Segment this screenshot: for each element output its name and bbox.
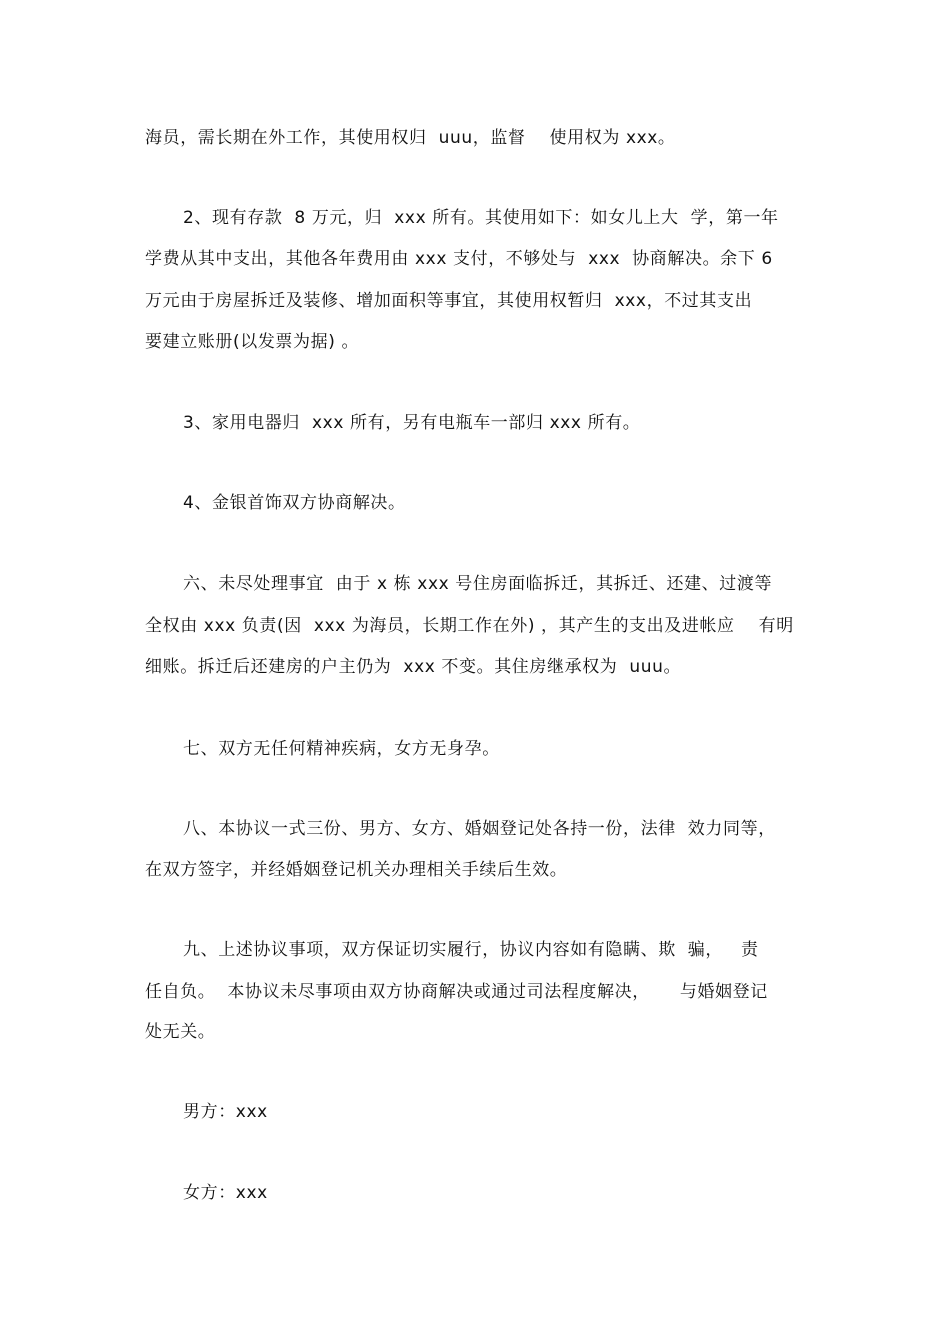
text-line: 处无关。 bbox=[145, 1022, 216, 1042]
text-line: 学费从其中支出，其他各年费用由 xxx 支付，不够处与 xxx 协商解决。余下 6 bbox=[145, 249, 773, 269]
text-line: 4、金银首饰双方协商解决。 bbox=[183, 493, 406, 513]
text-line: 3、家用电器归 xxx 所有，另有电瓶车一部归 xxx 所有。 bbox=[183, 413, 641, 433]
text-line: 六、未尽处理事宜 由于 x 栋 xxx 号住房面临拆迁，其拆迁、还建、过渡等 bbox=[183, 574, 773, 594]
text-line: 七、双方无任何精神疾病，女方无身孕。 bbox=[183, 739, 500, 759]
text-line: 任自负。 本协议未尽事项由双方协商解决或通过司法程度解决， 与婚姻登记 bbox=[145, 982, 768, 1002]
text-line: 全权由 xxx 负责(因 xxx 为海员，长期工作在外) ，其产生的支出及进帐应 有明 bbox=[145, 616, 794, 636]
text-line: 细账。拆迁后还建房的户主仍为 xxx 不变。其住房继承权为 uuu。 bbox=[145, 657, 682, 677]
text-line: 要建立账册(以发票为据) 。 bbox=[145, 332, 360, 352]
text-line: 2、现有存款 8 万元，归 xxx 所有。其使用如下：如女儿上大 学，第一年 bbox=[183, 208, 779, 228]
signature-female: 女方：xxx bbox=[183, 1183, 268, 1203]
text-line: 八、本协议一式三份、男方、女方、婚姻登记处各持一份，法律 效力同等， bbox=[183, 819, 776, 839]
text-line: 九、上述协议事项，双方保证切实履行，协议内容如有隐瞒、欺 骗， 责 bbox=[183, 940, 759, 960]
text-line: 万元由于房屋拆迁及装修、增加面积等事宜，其使用权暂归 xxx，不过其支出 bbox=[145, 291, 753, 311]
signature-male: 男方：xxx bbox=[183, 1102, 268, 1122]
text-line: 在双方签字，并经婚姻登记机关办理相关手续后生效。 bbox=[145, 860, 568, 880]
text-line: 海员，需长期在外工作，其使用权归 uuu，监督 使用权为 xxx。 bbox=[145, 128, 676, 148]
